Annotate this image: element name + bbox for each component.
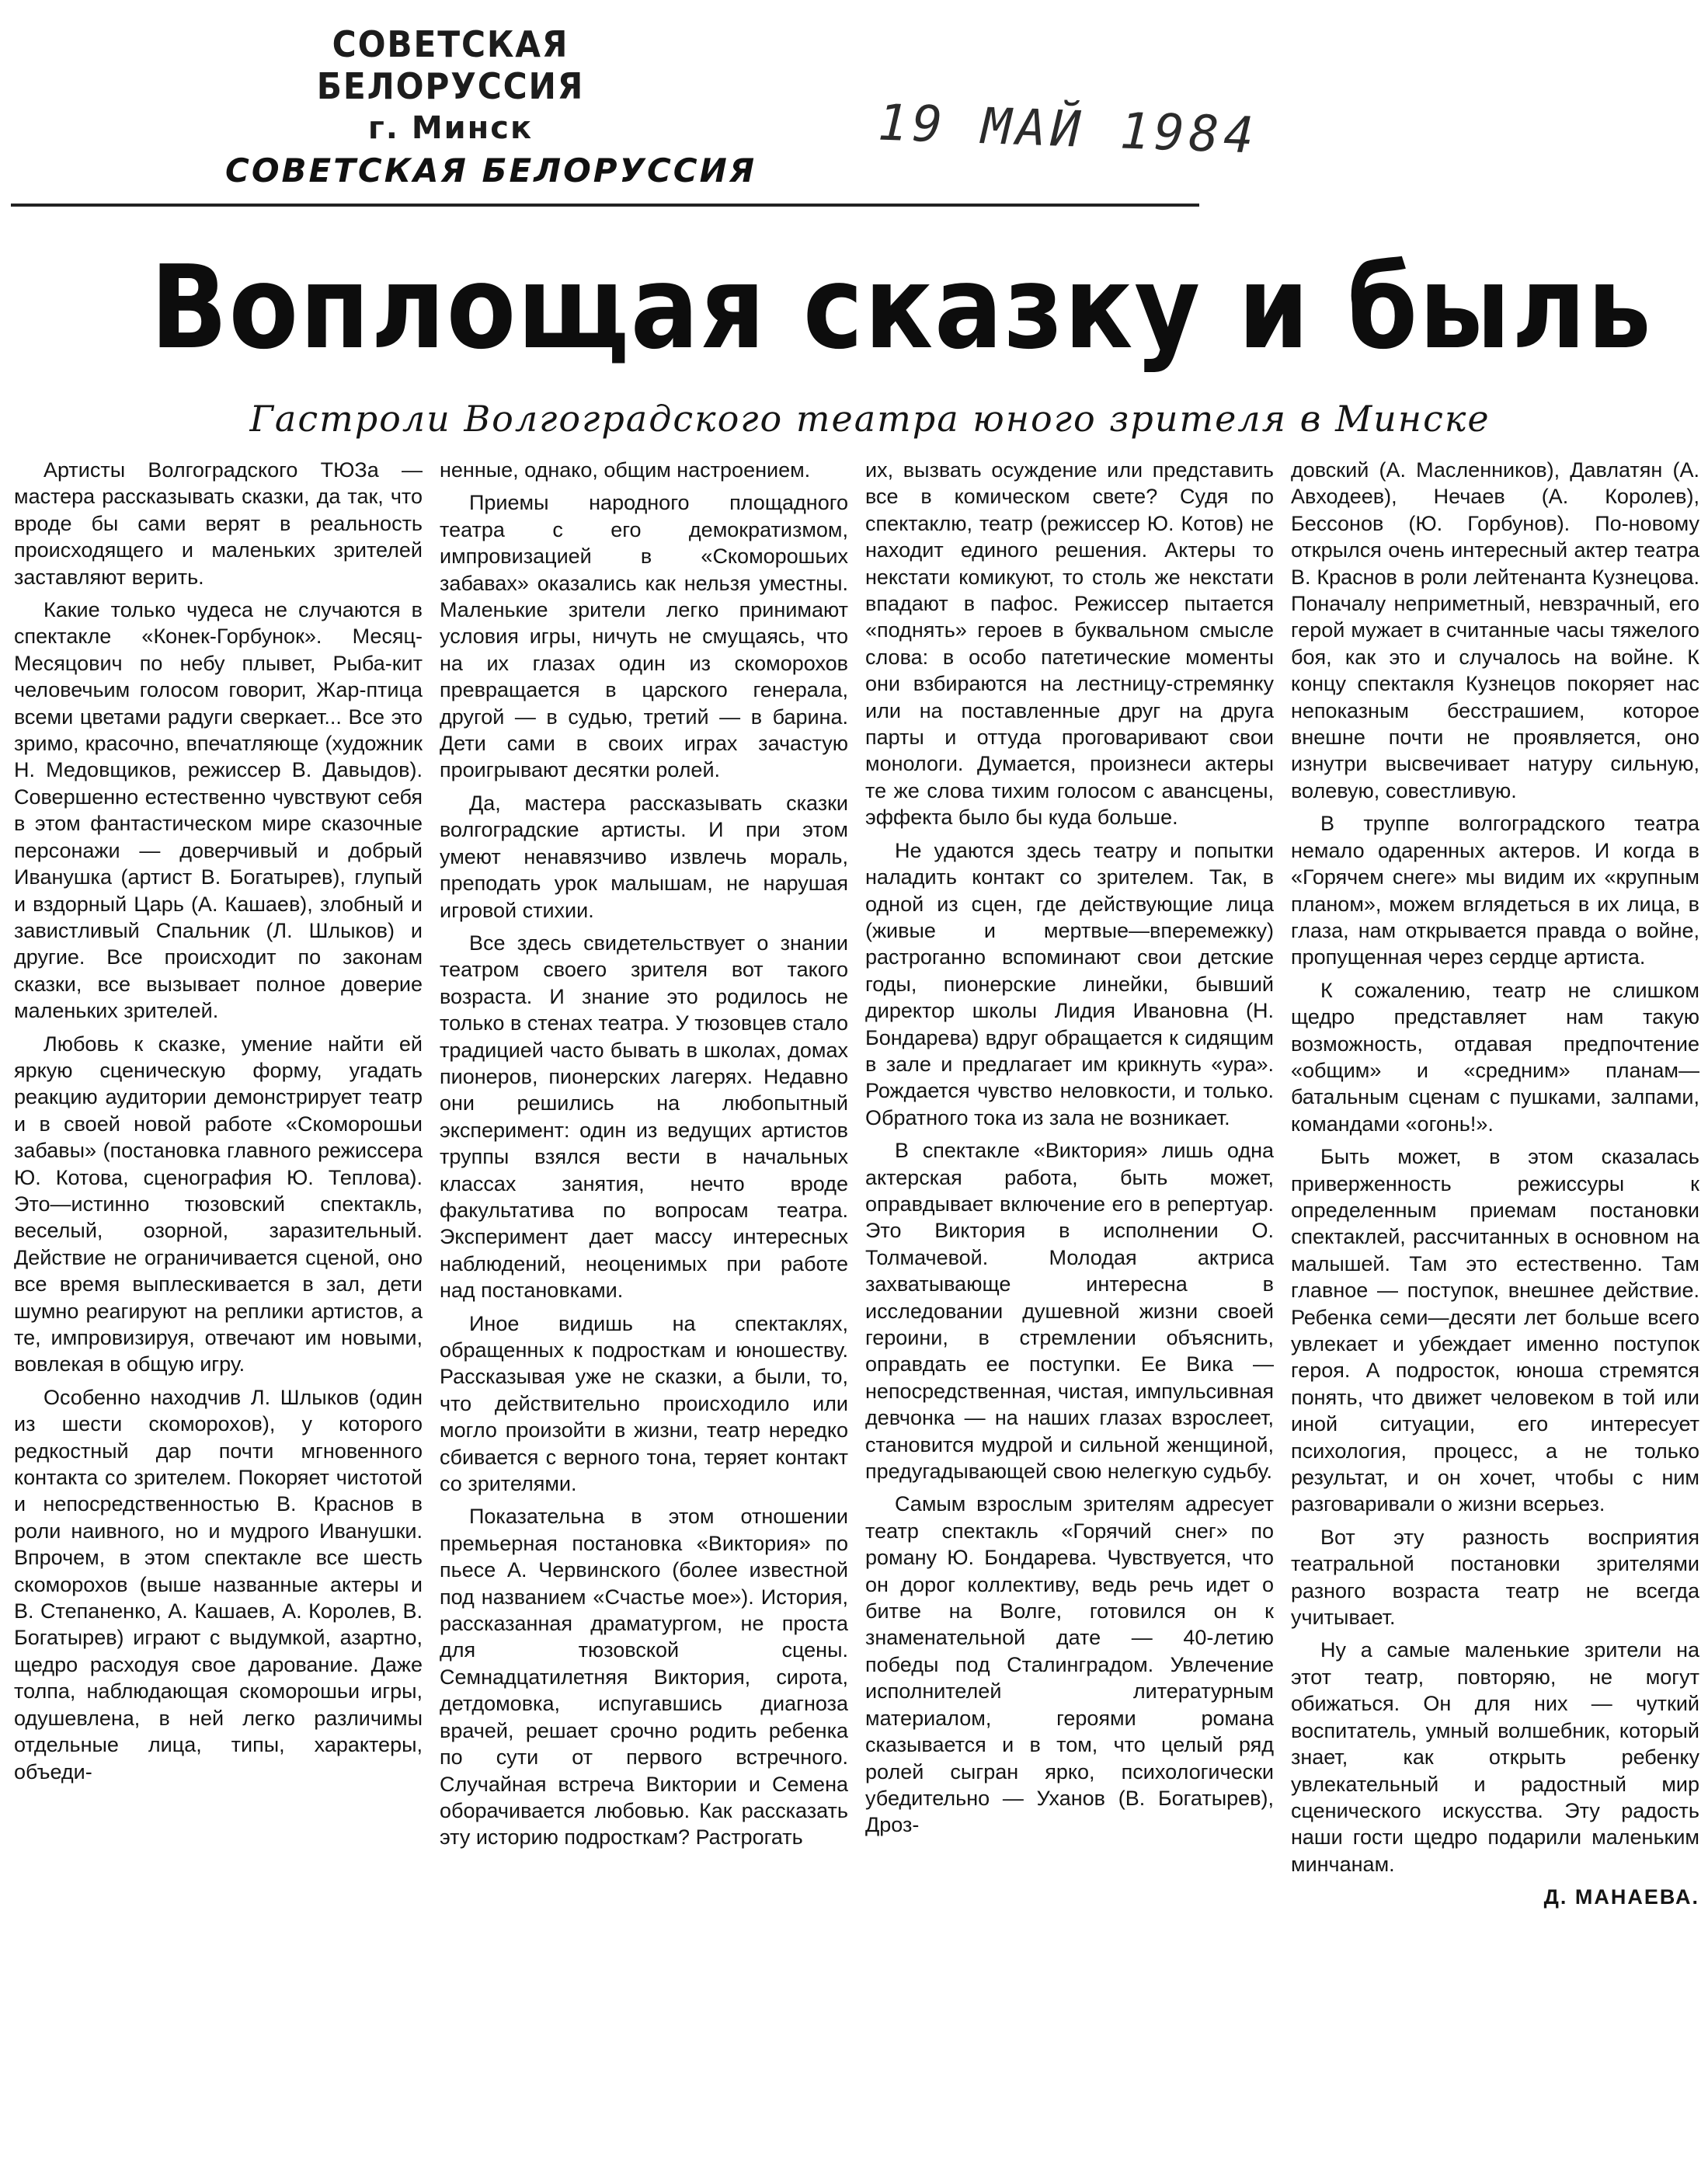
stamp-city: г. Минск	[367, 110, 534, 146]
text-column-2	[440, 457, 848, 2162]
paragraph: Любовь к сказке, умение найти ей яркую сценическую форму, угадать реакцию аудитории демонстрирует театр и в своей новой работе «Скоморошьи забавы» (постановка главного режиссера Ю. Котова, сценография Ю. Теплова). Это—истинно тюзовский спектакль, веселый, озорной, заразительный. Действие не ограничивается сценой, оно все время выплескивается в зал, дети шумно реагируют на реплики артистов, а те, импровизируя, отвечают им новыми, вовлекая в общую игру.	[14, 1032, 423, 1376]
text-column-4	[1291, 457, 1699, 2162]
paragraph: Не удаются здесь театру и попытки наладить контакт со зрителем. Так, в одной из сцен, где действующие лица (живые и мертвые—вперемежку) растроганно вспоминают свои детские годы, пионерские линейки, бывший директор школы Лидия Ивановна (Н. Бондарева) вдруг обращается к сидящим в зале и предлагает им крикнуть «ура». Рождается чувство неловкости, и только. Обратного тока из зала не возникает.	[865, 838, 1274, 1129]
newspaper-masthead: СОВЕТСКАЯ БЕЛОРУССИЯ	[225, 151, 757, 190]
stamp-newspaper-name: СОВЕТСКАЯ БЕЛОРУССИЯ	[316, 23, 585, 107]
paragraph: К сожалению, театр не слишком щедро представляет нам такую возможность, отдавая предпочтение «общим» и «средним» планам—батальным сценам с пушками, залпами, командами «огонь!».	[1291, 978, 1699, 1136]
text-column-1	[14, 457, 423, 2162]
paragraph: Вот эту разность восприятия театральной постановки зрителями разного возраста театр не всегда учитывает.	[1291, 1525, 1699, 1630]
paragraph: Артисты Волгоградского ТЮЗа — мастера рассказывать сказки, да так, что вроде бы сами верят в реальность происходящего и маленьких зрителей заставляют верить.	[14, 458, 423, 589]
paragraph: В спектакле «Виктория» лишь одна актерская работа, быть может, оправдывает включение его в репертуар. Это Виктория в исполнении О. Толмачевой. Молодая актриса захватывающе интересна в исследовании душевной жизни своей героини, в стремлении объяснить, оправдать ее поступки. Ее Вика — непосредственная, чистая, импульсивная девчонка — на наших глазах взрослеет, становится мудрой и сильной женщиной, предугадывающей свою нелегкую судьбу.	[865, 1139, 1274, 1484]
paragraph: Показательна в этом отношении премьерная постановка «Виктория» по пьесе А. Червинского (более известной под названием «Счастье мое»). История, рассказанная драматургом, не проста для тюзовской сцены. Семнадцатилетняя Виктория, сирота, детдомовка, испугавшись диагноза врачей, решает срочно родить ребенка по сути от первого встречного. Случайная встреча Виктории и Семена оборачивается любовью. Как рассказать эту историю подросткам? Растрогать	[440, 1505, 848, 1850]
masthead-divider	[11, 204, 1199, 207]
paragraph: В труппе волгоградского театра немало одаренных актеров. И когда в «Горячем снеге» мы видим их «крупным планом», можем вглядеться в их лица, в глаза, нам открывается правда о войне, пропущенная через сердце артиста.	[1291, 812, 1699, 969]
paragraph: довский (А. Масленников), Давлатян (А. Авходеев), Нечаев (А. Королев), Бессонов (Ю. Горбунов). По-новому открылся очень интересный актер театра В. Краснов в роли лейтенанта Кузнецова. Поначалу неприметный, невзрачный, его герой мужает в считанные часы тяжелого боя, как это и случалось на войне. К концу спектакля Кузнецов покоряет нас непоказным бесстрашием, которое внешне почти не проявляется, оно изнутри высвечивает натуру сильную, волевую, совестливую.	[1291, 458, 1699, 802]
paragraph: ненные, однако, общим настроением.	[440, 458, 811, 482]
paragraph: Да, мастера рассказывать сказки волгоградские артисты. И при этом умеют ненавязчиво извлечь мораль, преподать урок малышам, не нарушая игровой стихии.	[440, 791, 848, 922]
paragraph: Какие только чудеса не случаются в спектакле «Конек-Горбунок». Месяц-Месяцович по небу плывет, Рыба-кит человечьим голосом говорит, Жар-птица всеми цветами радуги сверкает... Все это зримо, красочно, впечатляюще (художник Н. Медовщиков, режиссер В. Давыдов). Совершенно естественно чувствуют себя в этом фантастическом мире сказочные персонажи — доверчивый и добрый Иванушка (артист В. Богатырев), глупый и вздорный Царь (А. Кашаев), злобный и завистливый Спальник (Л. Шлыков) и другие. Все происходит по законам сказки, все вызывает полное доверие маленьких зрителей.	[14, 598, 423, 1023]
paragraph: Все здесь свидетельствует о знании театром своего зрителя вот такого возраста. И знание это родилось не только в стенах театра. У тюзовцев стало традицией часто бывать в школах, домах пионеров, пионерских лагерях. Недавно они решились на любопытный эксперимент: один из ведущих артистов труппы взялся вести в начальных классах занятия, нечто вроде факультатива по вопросам театра. Эксперимент дает массу интересных наблюдений, неоценимых при работе над постановками.	[440, 931, 848, 1303]
author-signature: Д. МАНАЕВА.	[1543, 1885, 1699, 1909]
paragraph: Ну а самые маленькие зрители на этот театр, повторяю, не могут обижаться. Он для них — чуткий воспитатель, умный волшебник, который знает, как открыть ребенку увлекательный и радостный мир сценического искусства. Эту радость наши гости щедро подарили маленьким минчанам.	[1291, 1638, 1699, 1876]
paragraph: Быть может, в этом сказалась приверженность режиссуры к определенным приемам постановки спектаклей, рассчитанных в основном на малышей. Там это естественно. Там главное — поступок, внешнее действие. Ребенка семи—десяти лет больше всего увлекает и убеждает именно поступок героя. А подросток, юноша стремятся понять, что движет человеком в той или иной ситуации, его интересует психология, процесс, а не только результат, и он хочет, чтобы с ним разговаривали о жизни всерьез.	[1291, 1145, 1699, 1516]
text-column-3	[865, 457, 1274, 2162]
article-subheadline: Гастроли Волгоградского театра юного зрителя в Минске	[249, 398, 1491, 440]
paragraph: Самым взрослым зрителям адресует театр спектакль «Горячий снег» по роману Ю. Бондарева. Чувствуется, что он дорог коллективу, ведь речь идет о битве на Волге, готовился он к знаменательной дате — 40-летию победы под Сталинградом. Увлечение исполнителей литературным материалом, героями романа сказывается и в том, что целый ряд ролей сыгран ярко, психологически убедительно — Уханов (В. Богатырев), Дроз-	[865, 1492, 1274, 1837]
archive-stamp	[256, 23, 645, 146]
article-headline: Воплощая сказку и быль	[150, 241, 1653, 374]
paragraph: их, вызвать осуждение или представить все в комическом свете? Судя по спектаклю, театр (режиссер Ю. Котов) не находит единого решения. Актеры то некстати комикуют, то столь же некстати впадают в пафос. Режиссер пытается «поднять» героев в буквальном смысле слова: в особо патетические моменты они взбираются на лестницу-стремянку или на поставленные друг на друга парты и оттуда проговаривают свои монологи. Думается, произнеси актеры те же слова тихим голосом с авансцены, эффекта было бы куда больше.	[865, 458, 1274, 830]
article-body	[14, 457, 1699, 2162]
date-stamp: 19 МАЙ 1984	[876, 94, 1259, 165]
paragraph: Иное видишь на спектаклях, обращенных к подросткам и юношеству. Рассказывая уже не сказки, а были, то, что действительно происходило или могло произойти в жизни, театр нередко сбивается с верного тона, теряет контакт со зрителями.	[440, 1311, 848, 1496]
paragraph: Приемы народного площадного театра с его демократизмом, импровизацией в «Скоморошьих забавах» оказались как нельзя уместны. Маленькие зрители легко принимают условия игры, ничуть не смущаясь, что на их глазах один из скоморохов превращается в царского генерала, другой — в судью, третий — в барина. Дети сами в своих играх зачастую проигрывают десятки ролей.	[440, 491, 848, 782]
paragraph: Особенно находчив Л. Шлыков (один из шести скоморохов), у которого редкостный дар почти мгновенного контакта со зрителем. Покоряет чистотой и непосредственностью В. Краснов в роли наивного, но и мудрого Иванушки. Впрочем, в этом спектакле все шесть скоморохов (выше названные актеры и В. Степаненко, А. Кашаев, А. Королев, В. Богатырев) играют с выдумкой, азартно, щедро расходуя свое дарование. Даже толпа, наблюдающая скоморошьи игры, одушевлена, в ней легко различимы отдельные лица, типы, характеры, объеди-	[14, 1385, 423, 1784]
